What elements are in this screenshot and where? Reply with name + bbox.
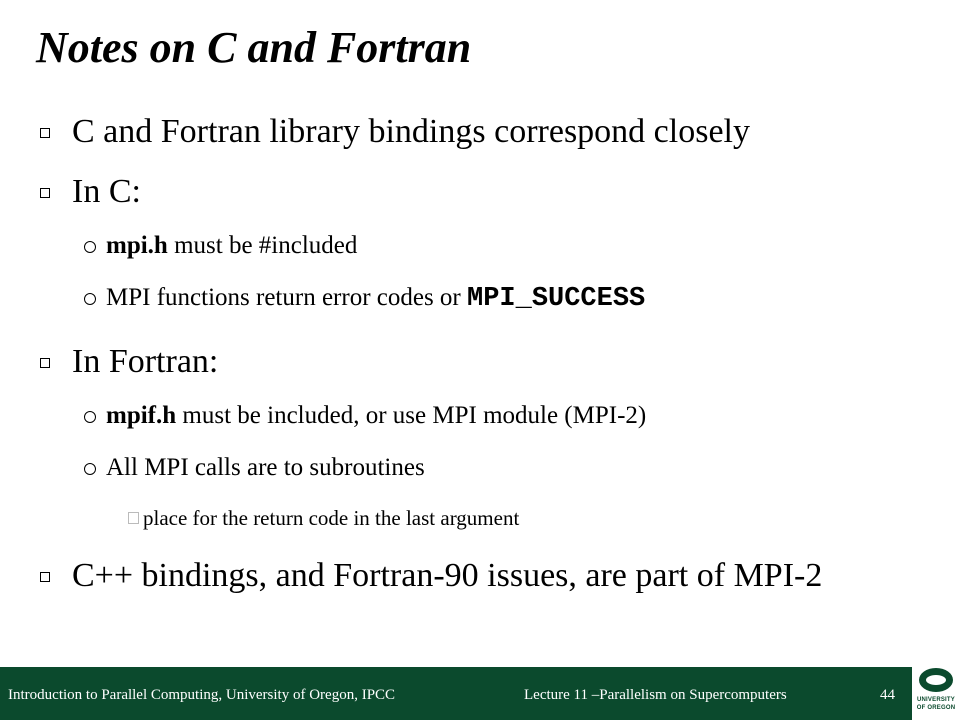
placeholder-bullet-icon [128,512,139,524]
footer-lecture: Lecture 11 –Parallelism on Supercomputers [524,687,787,703]
circle-bullet-icon [84,241,96,253]
footer-course: Introduction to Parallel Computing, University of Oregon, IPCC [8,687,396,703]
square-bullet-icon [40,572,50,582]
circle-bullet-icon [84,463,96,475]
sub-bullet-text [106,400,646,432]
logo-text-line2: OF OREGON [916,705,956,711]
sub-bullet-item [84,282,645,315]
sub-sub-bullet-item [128,504,519,532]
sub-bullet-text: All MPI calls are to subroutines [106,454,425,481]
sub-bullet-rest: MPI functions return error codes or [106,284,468,311]
bullet-text: In Fortran: [72,343,219,380]
sub-bullet-rest: must be #included [167,232,358,259]
footer-bar [0,667,912,720]
bullet-text: C++ bindings, and Fortran-90 issues, are part of MPI-2 [72,557,823,594]
sub-bullet-text [106,282,645,315]
sub-bullet-item [84,452,425,484]
circle-bullet-icon [84,411,96,423]
o-mark-icon [919,668,953,692]
bullet-item [40,342,932,382]
sub-bullet-item [84,230,357,262]
header-file-name: mpif.h [106,402,177,429]
page-number: 44 [880,687,895,703]
square-bullet-icon [40,188,50,198]
sub-bullet-text [106,230,357,262]
slide-title: Notes on C and Fortran [36,23,472,72]
sub-bullet-item [84,400,646,432]
bullet-item [40,172,932,212]
bullet-text: In C: [72,173,141,210]
logo-text-line1: UNIVERSITY [916,697,955,703]
square-bullet-icon [40,358,50,368]
university-logo-icon [912,660,960,720]
header-file-name: mpi.h [106,232,168,259]
bullet-text: C and Fortran library bindings correspond closely [72,113,750,150]
circle-bullet-icon [84,293,96,305]
code-constant: MPI_SUCCESS [467,284,646,314]
square-bullet-icon [40,128,50,138]
sub-bullet-rest: must be included, or use MPI module (MPI-2) [176,402,647,429]
bullet-item [40,112,932,152]
sub-sub-bullet-text: place for the return code in the last argument [143,506,520,530]
bullet-item [40,556,932,596]
